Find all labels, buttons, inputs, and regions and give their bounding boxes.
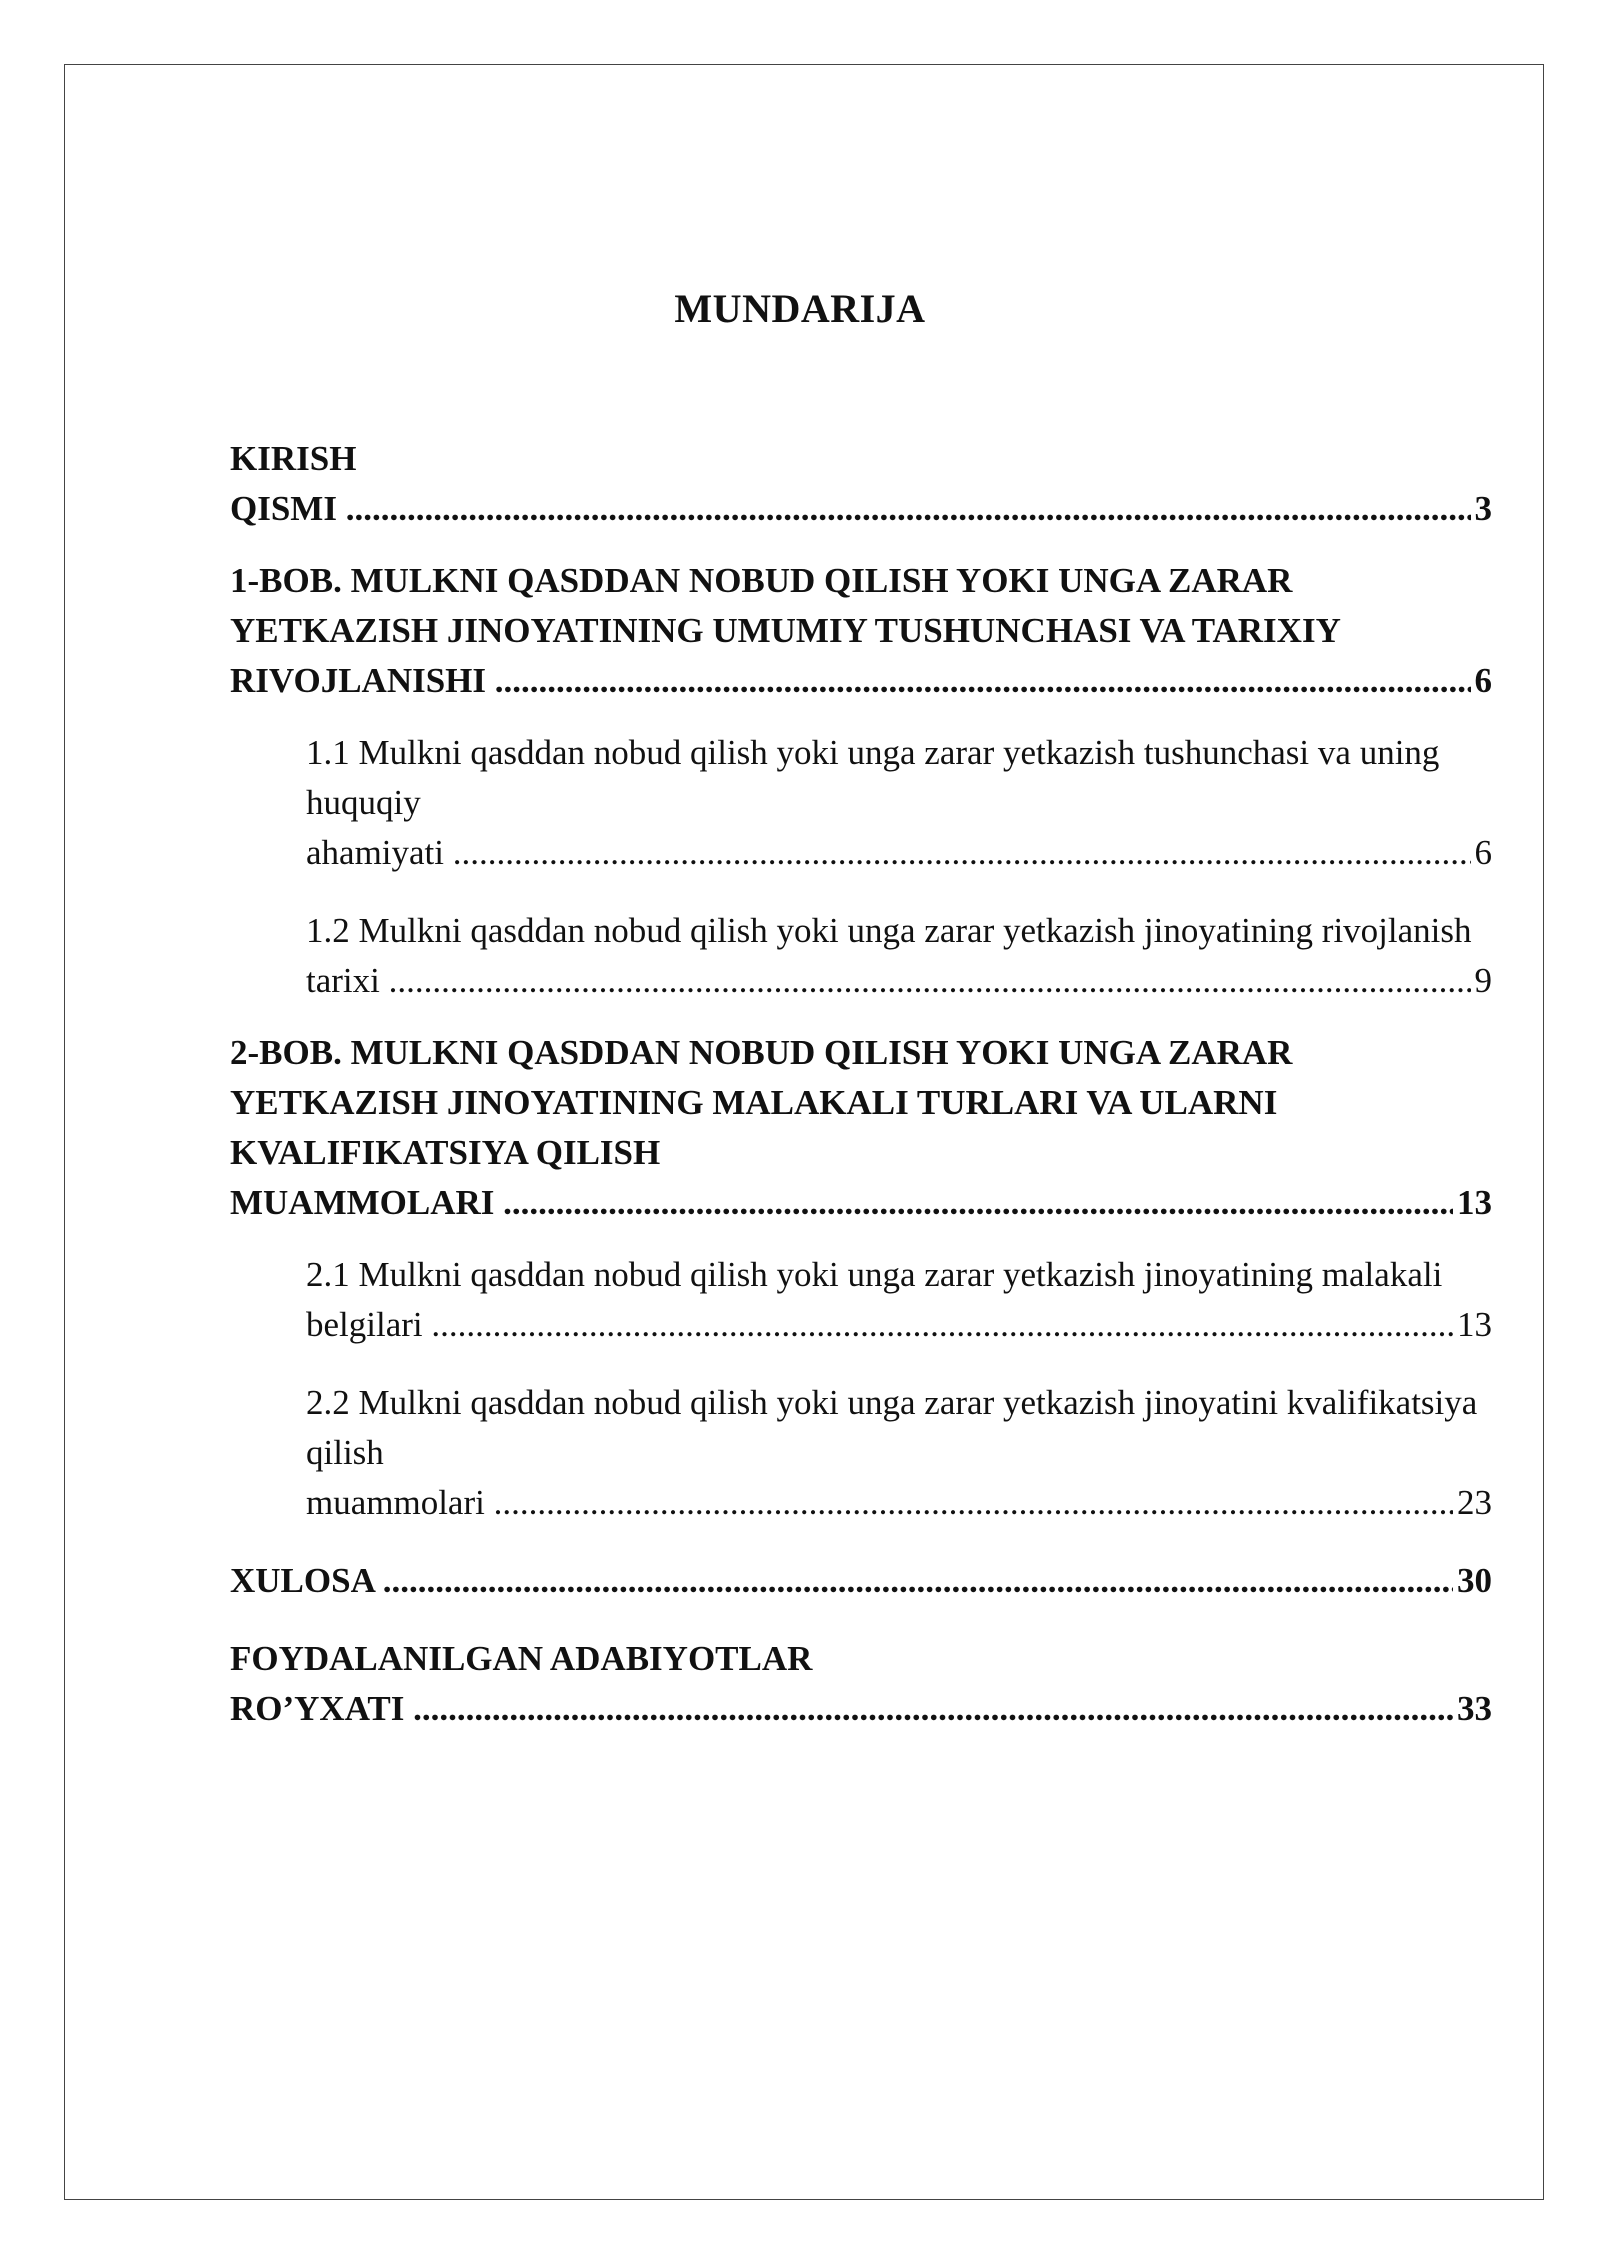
toc-entry-text: 1.1 Mulkni qasddan nobud qilish yoki unga zarar yetkazish tushunchasi va uning huquqiy ahamiyati ..... (306, 733, 1492, 872)
toc-entry-xulosa[interactable] (230, 1556, 1492, 1606)
toc-page-number: 9 (1471, 956, 1493, 1006)
toc-entry-text: 1-BOB. MULKNI QASDDAN NOBUD QILISH YOKI UNGA ZARAR YETKAZISH JINOYATINING UMUMIY TUSHUNCHASI VA TARIXIY RIVOJLANISHI ..... (230, 561, 1492, 700)
toc-entry-text: XULOSA ..... (230, 1561, 1492, 1600)
toc-page-number: 3 (1471, 484, 1493, 534)
toc-entry-text: 2-BOB. MULKNI QASDDAN NOBUD QILISH YOKI UNGA ZARAR YETKAZISH JINOYATINING MALAKALI TURLARI VA ULARNI KVALIFIKATSIYA QILISH MUAMMOLARI ..... (230, 1033, 1492, 1222)
toc-page-number: 23 (1453, 1478, 1492, 1528)
toc-page-number: 6 (1471, 828, 1493, 878)
toc-entry-text: 2.2 Mulkni qasddan nobud qilish yoki unga zarar yetkazish jinoyatini kvalifikatsiya qilish muammolari ..... (306, 1383, 1492, 1522)
toc-entry-kirish[interactable] (230, 434, 1492, 534)
toc-entry-section-1-1[interactable] (230, 728, 1492, 878)
toc-page-number: 13 (1453, 1178, 1492, 1228)
toc-page-number: 6 (1471, 656, 1493, 706)
toc-entry-section-2-2[interactable] (230, 1378, 1492, 1528)
toc-entry-chapter-1[interactable] (230, 556, 1492, 706)
toc-entry-text: 1.2 Mulkni qasddan nobud qilish yoki unga zarar yetkazish jinoyatining rivojlanish tarixi ..... (306, 911, 1492, 1000)
toc-page-number: 33 (1453, 1684, 1492, 1734)
table-of-contents (230, 434, 1492, 1734)
toc-page-number: 13 (1453, 1300, 1492, 1350)
toc-entry-section-1-2[interactable] (230, 906, 1492, 1006)
toc-entry-references[interactable] (230, 1634, 1492, 1734)
toc-entry-text: 2.1 Mulkni qasddan nobud qilish yoki unga zarar yetkazish jinoyatining malakali belgilari ..... (306, 1255, 1492, 1344)
toc-entry-text: FOYDALANILGAN ADABIYOTLAR RO’YXATI ..... (230, 1639, 1492, 1728)
toc-page-number: 30 (1453, 1556, 1492, 1606)
toc-title: MUNDARIJA (674, 286, 926, 331)
toc-entry-section-2-1[interactable] (230, 1250, 1492, 1350)
toc-entry-chapter-2[interactable] (230, 1028, 1492, 1228)
toc-entry-text: KIRISH QISMI ..... (230, 439, 1492, 528)
